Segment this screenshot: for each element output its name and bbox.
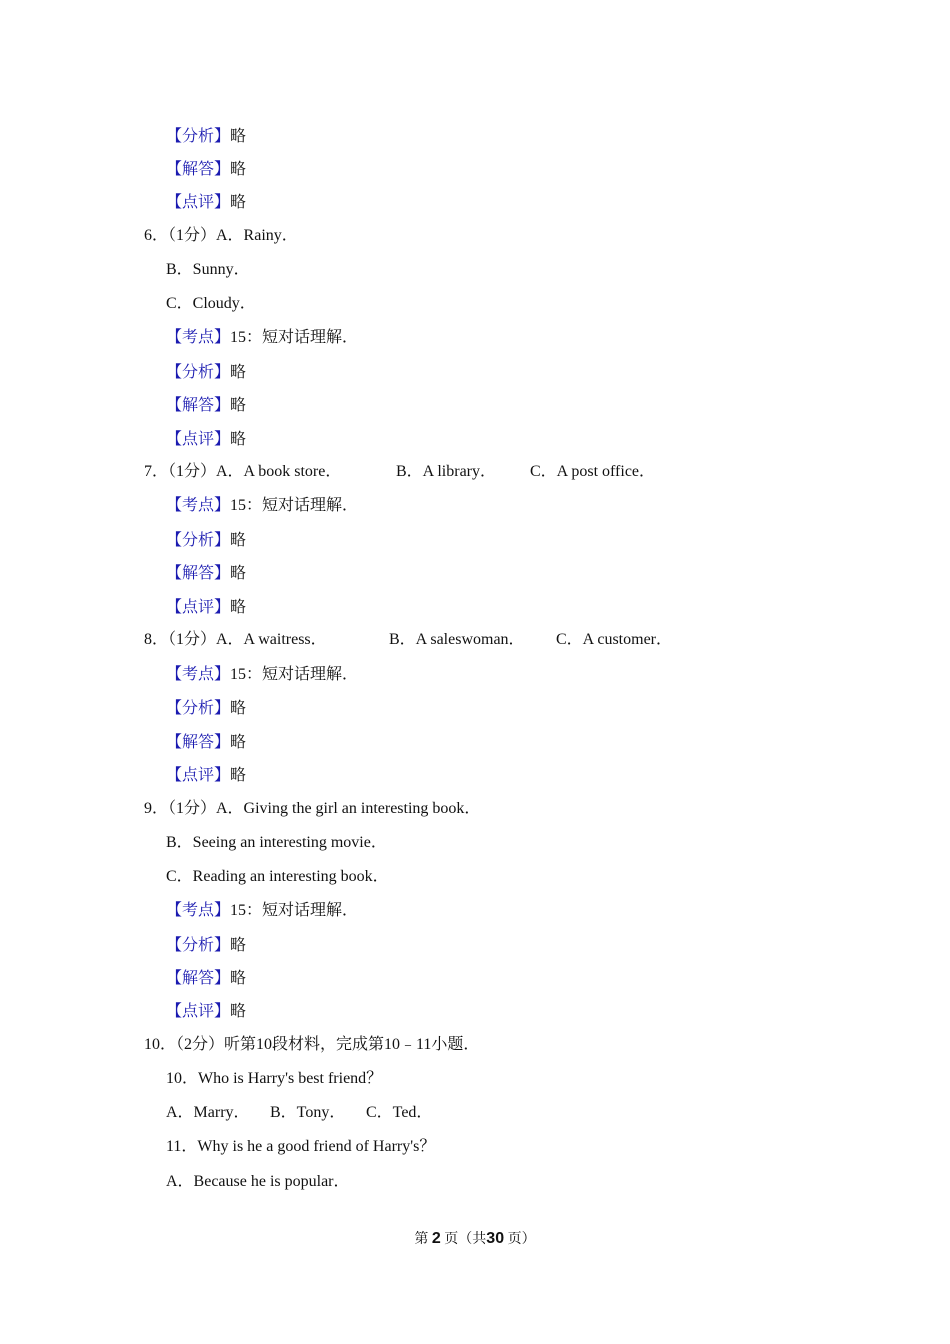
comment-text: 略 <box>230 194 247 211</box>
q8-answer-line <box>166 733 246 753</box>
q9-comment-line <box>166 1002 246 1022</box>
analysis-text: 略 <box>230 532 247 549</box>
q7-stem: 7．（1分）A．A book store． <box>144 463 342 480</box>
answer-text: 略 <box>230 970 247 987</box>
analysis-tag: 【分析】 <box>166 700 231 717</box>
q5-comment-line <box>166 193 246 213</box>
footer-prefix: 第 <box>414 1232 429 1247</box>
q8-comment-line <box>166 766 246 786</box>
q7-analysis-line <box>166 531 246 551</box>
comment-tag: 【点评】 <box>166 1003 231 1020</box>
keypoint-text: 15：短对话理解． <box>230 329 359 346</box>
q9-option-b: B．Seeing an interesting movie． <box>166 834 387 851</box>
q6-keypoint-line <box>166 328 358 348</box>
q10-option-c: C．Ted． <box>366 1104 433 1121</box>
q10-option-b: B．Tony． <box>270 1104 346 1121</box>
keypoint-tag: 【考点】 <box>166 902 231 919</box>
q9-option-c: C．Reading an interesting book． <box>166 868 389 885</box>
q9-answer-line <box>166 969 246 989</box>
comment-text: 略 <box>230 1003 247 1020</box>
footer-suffix: 页） <box>507 1232 536 1247</box>
q9-stem: 9．（1分）A．Giving the girl an interesting book． <box>144 800 481 817</box>
footer-total-pages: 30 <box>486 1230 505 1247</box>
q10-subquestion-11: 11．Why is he a good friend of Harry's？ <box>166 1138 436 1155</box>
comment-tag: 【点评】 <box>166 767 231 784</box>
comment-text: 略 <box>230 431 247 448</box>
answer-tag: 【解答】 <box>166 397 231 414</box>
analysis-tag: 【分析】 <box>166 937 231 954</box>
keypoint-text: 15：短对话理解． <box>230 666 359 683</box>
answer-text: 略 <box>230 734 247 751</box>
footer-page-number: 2 <box>431 1230 441 1247</box>
answer-tag: 【解答】 <box>166 734 231 751</box>
q6-answer-line <box>166 396 246 416</box>
analysis-tag: 【分析】 <box>166 532 231 549</box>
q10-stem: 10．（2分）听第10段材料，完成第10﹣11小题． <box>144 1036 480 1053</box>
q6-option-c: C．Cloudy． <box>166 295 256 312</box>
keypoint-text: 15：短对话理解． <box>230 902 359 919</box>
q6-comment-line <box>166 430 246 450</box>
page-footer <box>0 1229 950 1250</box>
answer-tag: 【解答】 <box>166 161 231 178</box>
analysis-text: 略 <box>230 700 247 717</box>
answer-text: 略 <box>230 565 247 582</box>
comment-text: 略 <box>230 599 247 616</box>
comment-tag: 【点评】 <box>166 599 231 616</box>
keypoint-tag: 【考点】 <box>166 329 231 346</box>
q11-option-a: A．Because he is popular． <box>166 1173 350 1190</box>
q8-option-b: B．A saleswoman． <box>389 631 525 648</box>
q7-comment-line <box>166 598 246 618</box>
q7-keypoint-line <box>166 496 358 516</box>
q6-option-b: B．Sunny． <box>166 261 250 278</box>
q8-keypoint-line <box>166 665 358 685</box>
q10-subquestion-10: 10．Who is Harry's best friend？ <box>166 1070 383 1087</box>
q8-stem: 8．（1分）A．A waitress． <box>144 631 327 648</box>
q9-keypoint-line <box>166 901 358 921</box>
answer-tag: 【解答】 <box>166 970 231 987</box>
footer-middle: 页（共 <box>444 1232 487 1247</box>
keypoint-text: 15：短对话理解． <box>230 497 359 514</box>
keypoint-tag: 【考点】 <box>166 497 231 514</box>
keypoint-tag: 【考点】 <box>166 666 231 683</box>
q7-option-b: B．A library． <box>396 463 496 480</box>
analysis-tag: 【分析】 <box>166 364 231 381</box>
q7-option-c: C．A post office． <box>530 463 656 480</box>
q6-stem: 6．（1分）A．Rainy． <box>144 227 298 244</box>
q7-answer-line <box>166 564 246 584</box>
q8-analysis-line <box>166 699 246 719</box>
q6-analysis-line <box>166 363 246 383</box>
answer-text: 略 <box>230 397 247 414</box>
analysis-text: 略 <box>230 128 247 145</box>
q10-option-a: A．Marry． <box>166 1104 250 1121</box>
comment-tag: 【点评】 <box>166 431 231 448</box>
answer-tag: 【解答】 <box>166 565 231 582</box>
analysis-tag: 【分析】 <box>166 128 231 145</box>
answer-text: 略 <box>230 161 247 178</box>
comment-tag: 【点评】 <box>166 194 231 211</box>
q5-analysis-line <box>166 127 246 147</box>
analysis-text: 略 <box>230 364 247 381</box>
q8-option-c: C．A customer． <box>556 631 672 648</box>
q9-analysis-line <box>166 936 246 956</box>
comment-text: 略 <box>230 767 247 784</box>
analysis-text: 略 <box>230 937 247 954</box>
q5-answer-line <box>166 160 246 180</box>
